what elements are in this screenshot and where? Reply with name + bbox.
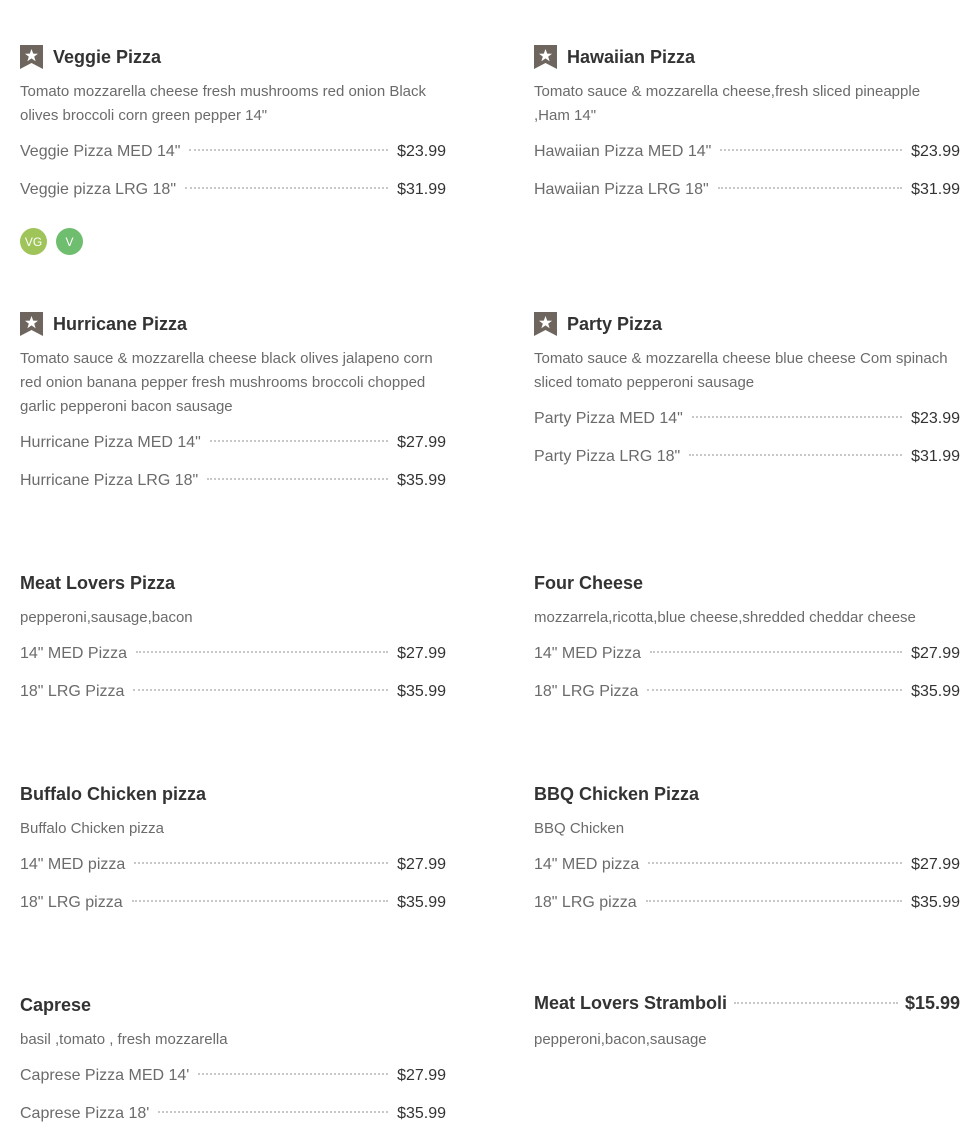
dot-leader (734, 1002, 898, 1004)
menu-item-header (534, 993, 960, 1017)
price-row-medium[interactable] (20, 1057, 446, 1095)
price-row-medium[interactable] (20, 846, 446, 884)
size-label: Hawaiian Pizza MED 14" (534, 143, 712, 160)
menu-item-bbq-chicken-pizza (534, 782, 960, 922)
item-title: BBQ Chicken Pizza (534, 783, 700, 804)
star-icon (20, 45, 43, 69)
dot-leader (198, 1073, 388, 1075)
menu-item-header (20, 571, 446, 595)
price: $15.99 (904, 993, 960, 1013)
vegetarian-badge: V (56, 228, 83, 255)
menu-item-hurricane-pizza (20, 312, 446, 500)
price-row-large[interactable] (534, 884, 960, 922)
menu-item-four-cheese (534, 571, 960, 711)
price-row-medium[interactable] (20, 424, 446, 462)
price-row-medium[interactable] (534, 400, 960, 438)
dot-leader (185, 187, 388, 189)
dot-leader (134, 862, 388, 864)
item-description: mozzarrela,ricotta,blue cheese,shredded cheddar cheese (534, 609, 916, 626)
dot-leader (648, 862, 902, 864)
size-label: Party Pizza MED 14" (534, 410, 683, 427)
size-label: 14" MED Pizza (20, 645, 128, 662)
dot-leader (136, 651, 388, 653)
item-title: Buffalo Chicken pizza (20, 783, 207, 804)
item-description: Buffalo Chicken pizza (20, 820, 164, 837)
price-row-medium[interactable] (534, 133, 960, 171)
price-row-large[interactable] (20, 1095, 446, 1133)
dot-leader (692, 416, 902, 418)
price-row-large[interactable] (20, 171, 446, 209)
item-title: Meat Lovers Pizza (20, 572, 176, 593)
price: $31.99 (911, 181, 960, 198)
dot-leader (189, 149, 388, 151)
item-title: Four Cheese (534, 572, 644, 593)
item-description: BBQ Chicken (534, 820, 625, 837)
item-title: Veggie Pizza (53, 46, 162, 67)
menu-item-buffalo-chicken-pizza (20, 782, 446, 922)
price: $35.99 (911, 894, 960, 911)
item-description: basil ,tomato , fresh mozzarella (20, 1031, 228, 1048)
dot-leader (158, 1111, 388, 1113)
size-label: Veggie Pizza MED 14" (20, 143, 181, 160)
item-description: Tomato sauce & mozzarella cheese blue cheese Com spinach sliced tomato pepperoni sausage (534, 350, 948, 391)
price: $27.99 (911, 856, 960, 873)
dot-leader (133, 689, 388, 691)
size-label: Caprese Pizza 18' (20, 1105, 150, 1122)
dietary-badges (20, 228, 446, 255)
size-label: 14" MED pizza (20, 856, 126, 873)
price: $35.99 (397, 1105, 446, 1122)
size-label: Hurricane Pizza LRG 18" (20, 472, 199, 489)
price: $23.99 (911, 143, 960, 160)
price: $27.99 (397, 856, 446, 873)
price: $23.99 (397, 143, 446, 160)
menu-item-header (534, 571, 960, 595)
dot-leader (650, 651, 902, 653)
price-row-medium[interactable] (534, 635, 960, 673)
dot-leader (646, 900, 902, 902)
item-title: Hurricane Pizza (53, 313, 188, 334)
size-label: 18" LRG Pizza (20, 683, 125, 700)
price-row-medium[interactable] (534, 846, 960, 884)
size-label: 18" LRG Pizza (534, 683, 639, 700)
item-title: Hawaiian Pizza (567, 46, 696, 67)
dot-leader (132, 900, 388, 902)
price-row-medium[interactable] (20, 133, 446, 171)
price: $35.99 (397, 683, 446, 700)
price-row-large[interactable] (20, 884, 446, 922)
price: $23.99 (911, 410, 960, 427)
dot-leader (210, 440, 388, 442)
menu-item-header (20, 993, 446, 1017)
size-label: Hurricane Pizza MED 14" (20, 434, 201, 451)
price-row-medium[interactable] (20, 635, 446, 673)
size-label: Veggie pizza LRG 18" (20, 181, 176, 198)
item-description: pepperoni,sausage,bacon (20, 609, 193, 626)
price: $27.99 (397, 645, 446, 662)
size-label: Party Pizza LRG 18" (534, 448, 681, 465)
dot-leader (647, 689, 902, 691)
item-title: Meat Lovers Stramboli (534, 993, 728, 1013)
price: $27.99 (397, 1067, 446, 1084)
price: $35.99 (911, 683, 960, 700)
price-row-large[interactable] (20, 462, 446, 500)
item-description: Tomato sauce & mozzarella cheese,fresh sliced pineapple ,Ham 14" (534, 83, 921, 124)
star-icon (534, 45, 557, 69)
size-label: Hawaiian Pizza LRG 18" (534, 181, 709, 198)
size-label: 14" MED pizza (534, 856, 640, 873)
size-label: Caprese Pizza MED 14' (20, 1067, 190, 1084)
dot-leader (720, 149, 902, 151)
vegan-badge: VG (20, 228, 47, 255)
item-description: Tomato mozzarella cheese fresh mushrooms red onion Black olives broccoli corn green pepper 14" (20, 83, 427, 124)
menu-item-header (534, 45, 960, 69)
dot-leader (207, 478, 388, 480)
size-label: 18" LRG pizza (534, 894, 637, 911)
menu-item-veggie-pizza (20, 45, 446, 255)
item-title: Caprese (20, 994, 92, 1015)
price: $35.99 (397, 472, 446, 489)
price: $27.99 (397, 434, 446, 451)
price: $27.99 (911, 645, 960, 662)
menu-item-header (534, 782, 960, 806)
star-icon (20, 312, 43, 336)
price: $35.99 (397, 894, 446, 911)
price-row-large[interactable] (534, 438, 960, 476)
item-description: Tomato sauce & mozzarella cheese black olives jalapeno corn red onion banana pepper fresh mushrooms broccoli chopped garlic pepperoni bacon sausage (20, 350, 433, 415)
price-row-large[interactable] (534, 171, 960, 209)
dot-leader (689, 454, 902, 456)
menu-item-header (20, 45, 446, 69)
size-label: 14" MED Pizza (534, 645, 642, 662)
price-row-large[interactable] (20, 673, 446, 711)
menu-item-header (20, 782, 446, 806)
menu-item-caprese (20, 993, 446, 1133)
price: $31.99 (911, 448, 960, 465)
size-label: 18" LRG pizza (20, 894, 123, 911)
menu-item-meat-lovers-stromboli[interactable] (534, 993, 960, 1052)
menu-item-meat-lovers-pizza (20, 571, 446, 711)
menu-item-header (534, 312, 960, 336)
menu-item-header (20, 312, 446, 336)
menu-item-party-pizza (534, 312, 960, 476)
item-title: Party Pizza (567, 313, 663, 334)
price: $31.99 (397, 181, 446, 198)
menu-item-hawaiian-pizza (534, 45, 960, 209)
dot-leader (718, 187, 902, 189)
star-icon (534, 312, 557, 336)
item-description: pepperoni,bacon,sausage (534, 1031, 707, 1048)
price-row-large[interactable] (534, 673, 960, 711)
